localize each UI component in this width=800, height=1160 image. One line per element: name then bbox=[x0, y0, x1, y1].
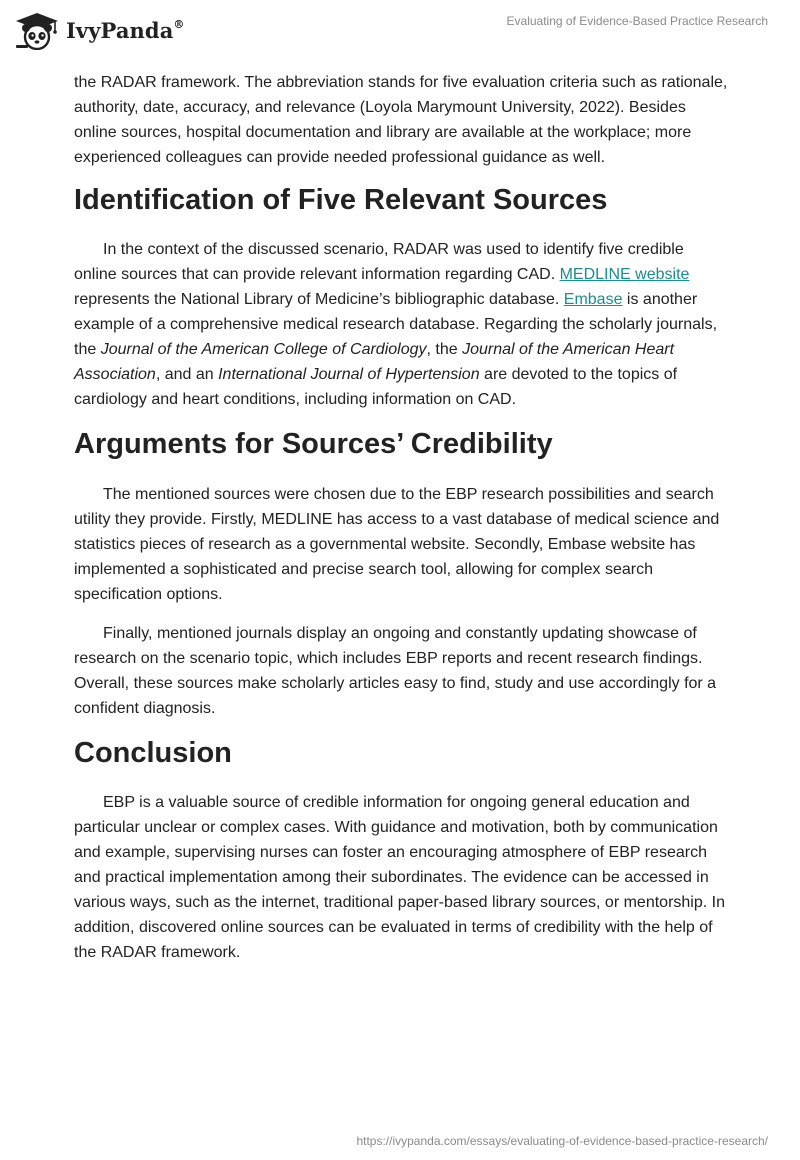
logo-wordmark bbox=[66, 18, 185, 43]
medline-website-link[interactable]: MEDLINE website bbox=[559, 266, 690, 284]
credibility-paragraph-1: The mentioned sources were chosen due to the EBP research possibilities and search utility they provide. Firstly, MEDLINE has access to a vast database of medical science and statistics pieces of research as a governmental website. Secondly, Embase website has implemented a sophisticated and precise search tool, allowing for complex search specification options. bbox=[74, 485, 720, 603]
journal-title: Journal of the American College of Cardiology bbox=[100, 341, 427, 359]
section-heading-credibility: Arguments for Sources’ Credibility bbox=[74, 428, 553, 461]
conclusion-paragraph: EBP is a valuable source of credible information for ongoing general education and particular unclear or complex cases. With guidance and motivation, both by communication and example, supervising nurses can foster an encouraging atmosphere of EBP research and practical implementation among their subordinates. The evidence can be accessed in various ways, such as the internet, traditional paper-based library sources, or mentorship. In addition, discovered online sources can be evaluated in terms of credibility with the help of the RADAR framework. bbox=[74, 794, 725, 962]
registered-mark: ® bbox=[173, 17, 185, 31]
intro-paragraph: the RADAR framework. The abbreviation stands for five evaluation criteria such as rationale, authority, date, accuracy, and relevance (Loyola Marymount University, 2022). Besides online sources, hospital documentation and library are available at the workplace; more experienced colleagues can provide needed professional guidance as well. bbox=[74, 74, 728, 166]
embase-link[interactable]: Embase bbox=[563, 291, 623, 309]
footer-url[interactable]: https://ivypanda.com/essays/evaluating-of-evidence-based-practice-research/ bbox=[356, 1134, 768, 1148]
section-heading-sources: Identification of Five Relevant Sources bbox=[74, 184, 608, 216]
section-heading-conclusion: Conclusion bbox=[74, 736, 232, 769]
logo-text: IvyPanda bbox=[66, 17, 174, 43]
credibility-paragraph-2: Finally, mentioned journals display an ongoing and constantly updating showcase of research on the scenario topic, which includes EBP reports and recent research findings. Overall, these sources make scholarly articles easy to find, study and use accordingly for a confident diagnosis. bbox=[74, 624, 717, 717]
sources-paragraph: In the context of the discussed scenario, RADAR was used to identify five credible online sources that can provide relevant information regarding CAD. MEDLINE website represents the National Library of Medicine’s bibliographic database. Embase is another example of a comprehensive medical research database. Regarding the scholarly journals, the Journal of the American College of Cardiology, the Journal of the American Heart Association, and an International Journal of Hypertension are devoted to the topics of cardiology and heart conditions, including information on CAD. bbox=[74, 241, 718, 409]
ivypanda-logo[interactable] bbox=[14, 10, 185, 50]
document-title: Evaluating of Evidence-Based Practice Research bbox=[506, 14, 768, 28]
panda-graduation-cap-icon bbox=[14, 10, 60, 50]
journal-title: Journal of the American Heart Association bbox=[74, 341, 675, 384]
essay-content bbox=[74, 70, 730, 979]
journal-title: International Journal of Hypertension bbox=[218, 366, 480, 384]
